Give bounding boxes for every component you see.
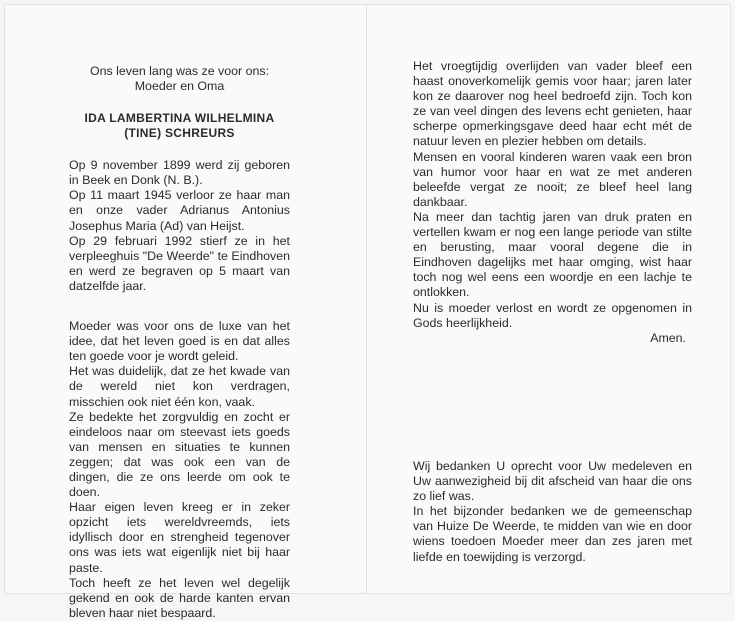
deceased-name: IDA LAMBERTINA WILHELMINA [84, 111, 275, 126]
tribute-paragraph: Haar eigen leven kreeg er in zeker opzicht iets wereldvreemds, iets idyllisch door en strengheid tegenover ons was iets wat eigenlijk niet bij haar paste. [69, 500, 290, 575]
intro-line-2: Moeder en Oma [134, 79, 225, 94]
memory-paragraph: Mensen en vooral kinderen waren vaak een bron van humor voor haar en wat ze met anderen beleefde vergat ze nooit; ze bleef heel lang dankbaar. [413, 149, 692, 209]
amen-text: Amen. [650, 330, 686, 345]
memory-paragraph: Na meer dan tachtig jaren van druk praten en vertellen kwam er nog een lange periode van stilte en berusting, maar vooral degene die in Eindhoven dagelijks met haar omging, wist haar toch nog wel eens een woordje en een lachje te ontlokken. [413, 209, 692, 300]
bio-paragraph: Op 9 november 1899 werd zij geboren in Beek en Donk (N. B.). [69, 158, 290, 188]
tribute-paragraph: Ze bedekte het zorgvuldig en zocht er eindeloos naar om steevast iets goeds van mensen en situaties te kunnen zeggen; dat was ook een van de dingen, die ze ons leerde om ook te doen. [69, 409, 290, 500]
deceased-nickname-surname: (TINE) SCHREURS [124, 126, 235, 141]
memory-paragraph: Het vroegtijdig overlijden van vader bleef een haast onoverkomelijk gemis voor haar; jaren later kon ze daarover nog heel bedroefd zijn. Toch kon ze van veel dingen des levens echt genieten, haar scherpe opmerkingsgave deed haar echt mét de natuur leven en plezier hebben om details. [413, 59, 692, 149]
bio-paragraph: Op 29 februari 1992 stierf ze in het verpleeghuis "De Weerde" te Eindhoven en werd ze begraven op 5 maart van datzelfde jaar. [69, 233, 290, 293]
thanks-paragraph: In het bijzonder bedanken we de gemeenschap van Huize De Weerde, te midden van wie en door wiens toedoen Moeder meer dan zes jaren met liefde en toewijding is verzorgd. [413, 504, 692, 564]
tribute-paragraph: Toch heeft ze het leven wel degelijk gekend en ook de harde kanten ervan bleven haar niet bespaard. [69, 575, 290, 620]
intro-line-1: Ons leven lang was ze voor ons: [89, 64, 270, 78]
thanks-paragraph: Wij bedanken U oprecht voor Uw medeleven en Uw aanwezigheid bij dit afscheid van haar die ons zo lief was. [413, 459, 692, 504]
tribute-paragraph: Het was duidelijk, dat ze het kwade van de wereld niet kon verdragen, misschien ook niet één kon, vaak. [69, 364, 290, 409]
right-page [413, 59, 692, 346]
thanks-section [413, 459, 692, 565]
card-fold-line [366, 4, 367, 594]
left-page [69, 64, 290, 621]
bio-paragraph: Op 11 maart 1945 verloor ze haar man en onze vader Adrianus Antonius Josephus Maria (Ad) van Heijst. [69, 188, 290, 233]
memory-paragraph: Nu is moeder verlost en wordt ze opgenomen in Gods heerlijkheid. [413, 300, 692, 330]
tribute-paragraph: Moeder was voor ons de luxe van het idee, dat het leven goed is en dat alles ten goede voor je wordt geleid. [69, 319, 290, 364]
